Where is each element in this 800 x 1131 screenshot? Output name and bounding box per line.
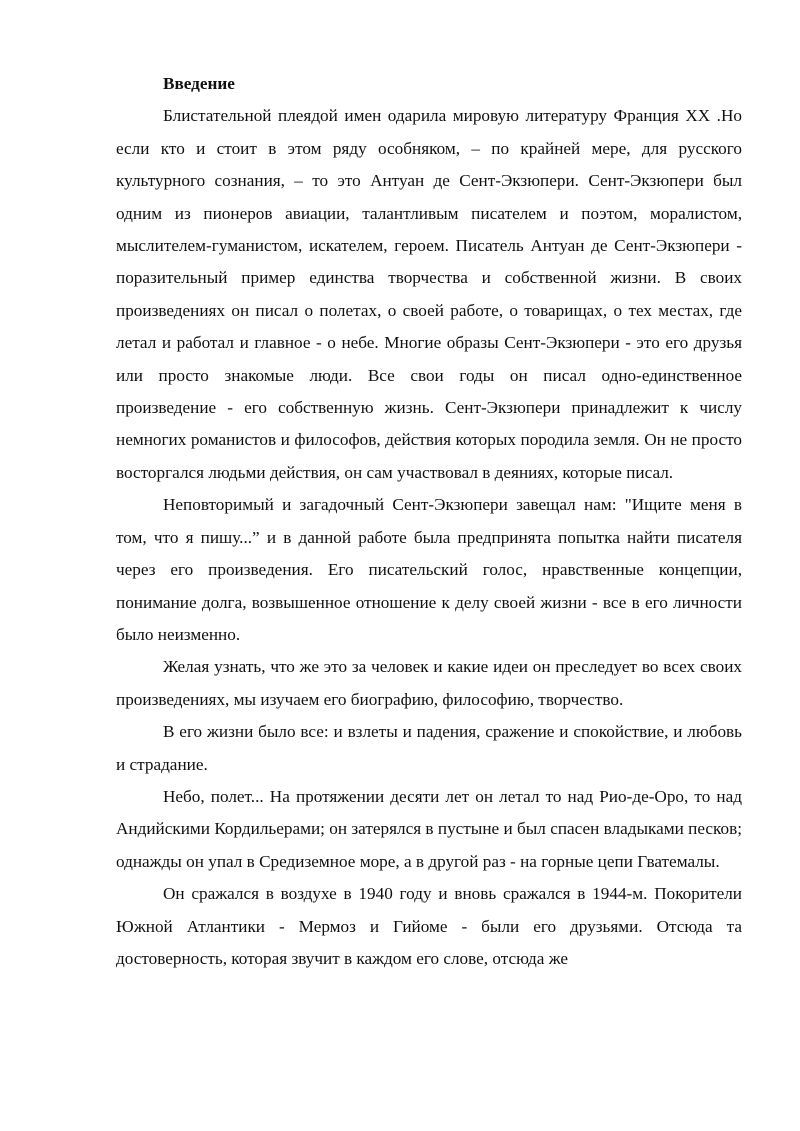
paragraph-6: Он сражался в воздухе в 1940 году и вновь сражался в 1944-м. Покорители Южной Атлантики - Мермоз и Гийоме - были его друзьями. Отсюда та достоверность, которая звучит в каждом его слове, отсюда же <box>116 884 742 968</box>
paragraph-2: Неповторимый и загадочный Сент-Экзюпери завещал нам: "Ищите меня в том, что я пишу...” и в данной работе была предпринята попытка найти писателя через его произведения. Его писательский голос, нравственные концепции, понимание долга, возвышенное отношение к делу своей жизни - все в его личности было неизменно. <box>116 495 742 644</box>
document-page <box>116 68 742 975</box>
paragraph-4: В его жизни было все: и взлеты и падения, сражение и спокойствие, и любовь и страдание. <box>116 722 742 774</box>
section-heading: Введение <box>163 74 235 93</box>
paragraph-5: Небо, полет... На протяжении десяти лет он летал то над Рио-де-Оро, то над Андийскими Кордильерами; он затерялся в пустыне и был спасен владыками песков; однажды он упал в Средиземное море, а в другой раз - на горные цепи Гватемалы. <box>116 786 742 871</box>
paragraph-1: Блистательной плеядой имен одарила мировую литературу Франция XX .Но если кто и стоит в этом ряду особняком, – по крайней мере, для русского культурного сознания, – то это Антуан де Сент-Экзюпери. Сент-Экзюпери был одним из пионеров авиации, талантливым писателем и поэтом, моралистом, мыслителем-гуманистом, искателем, героем. Писатель Антуан де Сент-Экзюпери - поразительный пример единства творчества и собственной жизни. В своих произведениях он писал о полетах, о своей работе, о товарищах, о тех местах, где летал и работал и главное - о небе. Многие образы Сент-Экзюпери - это его друзья или просто знакомые люди. Все свои годы он писал одно-единственное произведение - его собственную жизнь. Сент-Экзюпери принадлежит к числу немногих романистов и философов, действия которых породила земля. Он не просто восторгался людьми действия, он сам участвовал в деяниях, которые писал. <box>116 106 742 482</box>
paragraph-3: Желая узнать, что же это за человек и какие идеи он преследует во всех своих произведениях, мы изучаем его биографию, философию, творчество. <box>116 657 742 709</box>
